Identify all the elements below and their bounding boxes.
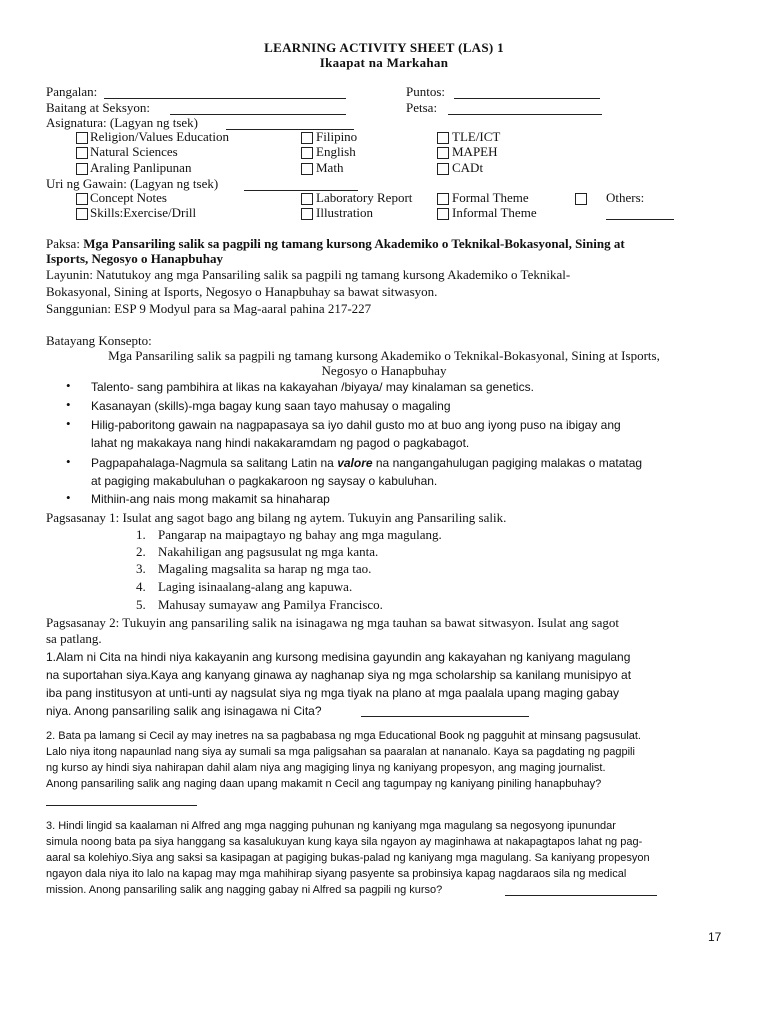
subject-option: TLE/ICT xyxy=(452,129,501,144)
paksa-line-2: Isports, Negosyo o Hanapbuhay xyxy=(46,251,223,266)
subject-option: Religion/Values Education xyxy=(90,129,230,144)
activity-checkbox[interactable] xyxy=(76,208,88,220)
activity-checkbox[interactable] xyxy=(575,193,587,205)
answer-3-field[interactable] xyxy=(505,895,657,896)
subject-option: Math xyxy=(316,160,344,175)
activity-checkbox[interactable] xyxy=(437,208,449,220)
batayang-line-1: Mga Pansariling salik sa pagpili ng tamang kursong Akademiko o Teknikal-Bokasyonal, Sining at Isports, xyxy=(108,348,660,363)
others-field[interactable] xyxy=(606,219,674,220)
activity-checkbox[interactable] xyxy=(301,208,313,220)
question-1-line: niya. Anong pansariling salik ang isinagawa ni Cita? xyxy=(46,704,322,718)
layunin-line-2: Bokasyonal, Sining at Isports, Negosyo o Hanapbuhay sa bawat sitwasyon. xyxy=(46,284,438,299)
subject-checkbox[interactable] xyxy=(301,132,313,144)
bullet-icon: • xyxy=(66,416,71,431)
concept-bullet: Hilig-paboritong gawain na nagpapasaya sa iyo dahil gusto mo at buo ang iyong puso na ibigay ang xyxy=(91,418,621,432)
activity-type-label: Uri ng Gawain: (Lagyan ng tsek) xyxy=(46,176,219,191)
concept-bullet: Kasanayan (skills)-mga bagay kung saan tayo mahusay o magaling xyxy=(91,399,451,413)
paksa-label: Paksa: xyxy=(46,236,80,251)
item-number: 3. xyxy=(136,561,146,576)
activity-option: Illustration xyxy=(316,205,374,220)
answer-1-field[interactable] xyxy=(361,716,529,717)
subject-option: English xyxy=(316,144,356,159)
page-number: 17 xyxy=(708,930,722,944)
batayang-label: Batayang Konsepto: xyxy=(46,333,152,348)
subject-checkbox[interactable] xyxy=(437,132,449,144)
question-2-line: 2. Bata pa lamang si Cecil ay may inetres na sa pagbabasa ng mga Educational Book ng pagguhit at minsang pagsusulat. xyxy=(46,730,641,742)
question-3-line: mission. Anong pansariling salik ang nagging gabay ni Alfred sa pagpili ng kurso? xyxy=(46,884,443,896)
subject-checkbox[interactable] xyxy=(76,147,88,159)
subject-checkbox[interactable] xyxy=(76,163,88,175)
bullet-icon: • xyxy=(66,378,71,393)
batayang-line-2: Negosyo o Hanapbuhay xyxy=(321,363,447,378)
question-3-line: ngayon dala niya ito lalo na kapag may mga mahihirap siyang pasyente sa probinsiya kapag nagdaraos sila ng medical xyxy=(46,868,627,880)
concept-bullet-cont: at pagiging makabuluhan o pagkakaroon ng saysay o kabuluhan. xyxy=(91,474,438,488)
sheet-subtitle: Ikaapat na Markahan xyxy=(319,55,449,70)
paksa-text: Mga Pansariling salik sa pagpili ng tamang kursong Akademiko o Teknikal-Bokasyonal, Sining at xyxy=(83,236,625,251)
subject-checkbox[interactable] xyxy=(437,147,449,159)
question-1-line: 1.Alam ni Cita na hindi niya kakayanin ang kursong medisina gayundin ang kakayahan ng kaniyang magulang xyxy=(46,650,631,664)
date-field[interactable] xyxy=(448,114,602,115)
date-label: Petsa: xyxy=(406,100,438,115)
concept-bullet: Mithiin-ang nais mong makamit sa hinaharap xyxy=(91,492,330,506)
question-2-line: Lalo niya itong napaunlad nang siya ay sumali sa mga paligsahan sa paaralan at nananalo. Kaya sa pagdating ng pagpili xyxy=(46,746,635,758)
concept-bullet: Talento- sang pambihira at likas na kakayahan /biyaya/ may kinalaman sa genetics. xyxy=(91,380,534,394)
item-text: Nakahiligan ang pagsusulat ng mga kanta. xyxy=(158,544,379,559)
activity-option: Concept Notes xyxy=(90,190,167,205)
subject-option: Araling Panlipunan xyxy=(90,160,192,175)
item-text: Laging isinaalang-alang ang kapuwa. xyxy=(158,579,353,594)
pagsasanay2-instruction: Pagsasanay 2: Tukuyin ang pansariling salik na isinagawa ng mga tauhan sa bawat sitwasyon. Isulat ang sagot xyxy=(46,615,619,630)
question-3-line: simula noong bata pa siya hanggang sa kasalukuyan kung kaya sila ngayon ay maginhawa at nakapagtapos lahat ng pag- xyxy=(46,836,643,848)
activity-option: Formal Theme xyxy=(452,190,529,205)
activity-option: Others: xyxy=(606,190,645,205)
bullet-text: na nangangahulugan pagiging malakas o matatag xyxy=(372,456,643,470)
item-number: 4. xyxy=(136,579,146,594)
bullet-icon: • xyxy=(66,454,71,469)
activity-checkbox[interactable] xyxy=(301,193,313,205)
answer-2-field[interactable] xyxy=(46,805,197,806)
grade-section-label: Baitang at Seksyon: xyxy=(46,100,150,115)
bullet-text: Pagpapahalaga-Nagmula sa salitang Latin na xyxy=(91,456,338,470)
bullet-icon: • xyxy=(66,397,71,412)
name-label: Pangalan: xyxy=(46,84,98,99)
item-text: Magaling magsalita sa harap ng mga tao. xyxy=(158,561,372,576)
subject-checkbox[interactable] xyxy=(76,132,88,144)
activity-option: Skills:Exercise/Drill xyxy=(90,205,197,220)
subject-option: CADt xyxy=(452,160,484,175)
question-1-line: na suportahan siya.Kaya ang kanyang ginawa ay naghanap siya ng mga scholarship sa kanilang munisipyo at xyxy=(46,668,632,682)
activity-option: Laboratory Report xyxy=(316,190,413,205)
subject-option: Natural Sciences xyxy=(90,144,178,159)
activity-option: Informal Theme xyxy=(452,205,537,220)
concept-bullet xyxy=(91,456,642,470)
score-field[interactable] xyxy=(454,98,600,99)
layunin-line-1: Layunin: Natutukoy ang mga Pansariling salik sa pagpili ng tamang kursong Akademiko o Teknikal- xyxy=(46,267,571,282)
item-number: 1. xyxy=(136,527,146,542)
item-text: Pangarap na maipagtayo ng bahay ang mga magulang. xyxy=(158,527,442,542)
subject-option: MAPEH xyxy=(452,144,498,159)
score-label: Puntos: xyxy=(406,84,446,99)
subject-checkbox[interactable] xyxy=(301,147,313,159)
paksa-line-1 xyxy=(46,236,625,252)
question-3-line: aaral sa kolehiyo.Siya ang saksi sa kasipagan at pagiging bukas-palad ng kaniyang mga magulang. Sa kaniyang propesyon xyxy=(46,852,650,864)
question-2-line: ng kurso ay hindi siya nahirapan dahil alam niya ang magiging linya ng kaniyang propesyon, ang maging journalist. xyxy=(46,762,606,774)
sanggunian: Sanggunian: ESP 9 Modyul para sa Mag-aaral pahina 217-227 xyxy=(46,301,372,316)
question-3-line: 3. Hindi lingid sa kaalaman ni Alfred ang mga nagging puhunan ng kaniyang mga magulang sa negosyong ipunundar xyxy=(46,820,616,832)
subject-checkbox[interactable] xyxy=(437,163,449,175)
subject-option: Filipino xyxy=(316,129,358,144)
activity-checkbox[interactable] xyxy=(76,193,88,205)
bullet-icon: • xyxy=(66,490,71,505)
item-number: 5. xyxy=(136,597,146,612)
subject-checkbox[interactable] xyxy=(301,163,313,175)
bullet-emphasis: valore xyxy=(337,456,373,470)
pagsasanay1-instruction: Pagsasanay 1: Isulat ang sagot bago ang bilang ng aytem. Tukuyin ang Pansariling salik. xyxy=(46,510,507,525)
question-1-line: iba pang institusyon at unti-unti ay nagsulat siya ng mga tiyak na plano at mga paalala upang maging gabay xyxy=(46,686,620,700)
pagsasanay2-instruction-cont: sa patlang. xyxy=(46,631,102,646)
sheet-title: LEARNING ACTIVITY SHEET (LAS) 1 xyxy=(264,40,504,55)
subject-label: Asignatura: (Lagyan ng tsek) xyxy=(46,115,198,130)
question-2-line: Anong pansariling salik ang naging daan upang makamit n Cecil ang tagumpay ng kaniyang piniling hanapbuhay? xyxy=(46,778,602,790)
item-text: Mahusay sumayaw ang Pamilya Francisco. xyxy=(158,597,383,612)
item-number: 2. xyxy=(136,544,146,559)
activity-checkbox[interactable] xyxy=(437,193,449,205)
concept-bullet-cont: lahat ng makakaya nang hindi nakakaramdam ng pagod o pagkabagot. xyxy=(91,436,470,450)
name-field[interactable] xyxy=(104,98,346,99)
